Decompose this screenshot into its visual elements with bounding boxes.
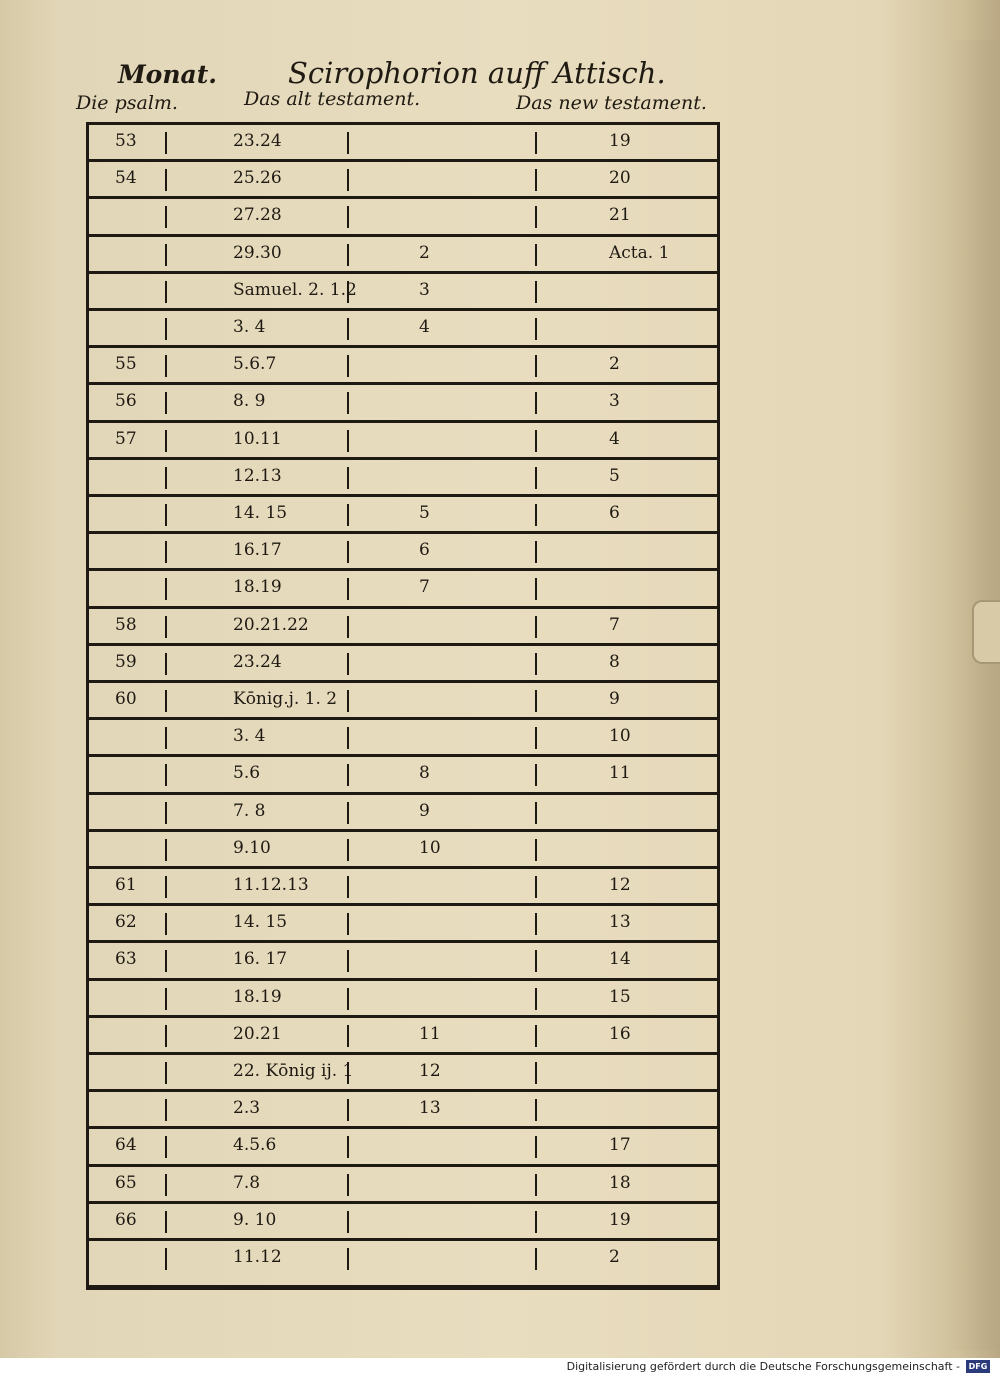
table-row: [89, 162, 717, 199]
column-separator: [347, 802, 349, 824]
old-testament-extra-cell: 8: [419, 763, 430, 784]
new-testament-cell: 21: [609, 205, 631, 226]
old-testament-cell: 14. 15: [233, 912, 288, 933]
new-testament-cell: 20: [609, 168, 631, 189]
old-testament-cell: Samuel. 2. 1.2: [233, 279, 357, 300]
table-row: [89, 906, 717, 943]
column-separator: [535, 653, 537, 675]
table-row: [89, 125, 717, 162]
new-testament-cell: 8: [609, 651, 620, 672]
column-separator: [535, 318, 537, 340]
old-testament-extra-cell: 2: [419, 242, 430, 263]
old-testament-cell: 12.13: [233, 465, 282, 486]
table-row: [89, 385, 717, 422]
table-row: [89, 237, 717, 274]
column-separator: [165, 1136, 167, 1158]
table-row: [89, 460, 717, 497]
old-testament-cell: 27.28: [233, 205, 282, 226]
old-testament-cell: 20.21.22: [233, 614, 309, 635]
old-testament-cell: 4.5.6: [233, 1135, 277, 1156]
column-separator: [165, 876, 167, 898]
new-testament-cell: 17: [609, 1135, 631, 1156]
new-testament-cell: 15: [609, 986, 631, 1007]
new-testament-cell: 14: [609, 949, 631, 970]
old-testament-extra-cell: 6: [419, 540, 430, 561]
psalm-cell: 64: [115, 1135, 137, 1156]
column-separator: [165, 1025, 167, 1047]
column-separator: [535, 578, 537, 600]
old-testament-cell: 3. 4: [233, 317, 266, 337]
column-separator: [165, 504, 167, 526]
column-separator: [535, 206, 537, 228]
column-separator: [347, 169, 349, 191]
column-separator: [535, 1062, 537, 1084]
old-testament-cell: 14. 15: [233, 503, 288, 523]
column-separator: [535, 988, 537, 1010]
old-testament-extra-cell: 9: [419, 800, 430, 821]
column-separator: [165, 913, 167, 935]
table-row: [89, 832, 717, 869]
column-separator: [347, 392, 349, 414]
old-testament-extra-cell: 3: [419, 279, 430, 300]
column-separator: [165, 169, 167, 191]
new-testament-cell: 13: [609, 912, 631, 933]
psalm-cell: 56: [115, 391, 137, 412]
column-separator: [535, 430, 537, 452]
table-row: [89, 1241, 717, 1278]
column-separator: [347, 616, 349, 638]
column-separator: [347, 839, 349, 861]
column-separator: [165, 578, 167, 600]
table-row: [89, 683, 717, 720]
footer-credit: Digitalisierung gefördert durch die Deutsche Forschungsgemeinschaft -: [566, 1360, 960, 1373]
table-row: [89, 534, 717, 571]
psalm-cell: 61: [115, 875, 137, 895]
new-testament-cell: 9: [609, 689, 620, 709]
column-separator: [165, 802, 167, 824]
table-row: [89, 497, 717, 534]
column-separator: [535, 839, 537, 861]
column-separator: [535, 1174, 537, 1196]
new-testament-cell: 3: [609, 391, 620, 412]
month-label: Monat.: [118, 60, 217, 89]
column-separator: [347, 1099, 349, 1121]
column-separator: [165, 839, 167, 861]
column-separator: [347, 244, 349, 266]
column-separator: [535, 244, 537, 266]
psalm-cell: 57: [115, 428, 137, 449]
new-testament-cell: 11: [609, 763, 631, 784]
column-separator: [535, 764, 537, 786]
table-row: [89, 1129, 717, 1166]
page-shadow: [944, 40, 1000, 1350]
old-testament-extra-cell: 10: [419, 837, 441, 858]
reading-table: [86, 122, 720, 1290]
old-testament-cell: 22. Kōnig ij. 1: [233, 1061, 354, 1081]
column-header-psalms: Die psalm.: [76, 92, 178, 114]
column-separator: [165, 653, 167, 675]
column-separator: [535, 1136, 537, 1158]
psalm-cell: 55: [115, 354, 137, 375]
table-row: [89, 274, 717, 311]
new-testament-cell: 5: [609, 465, 620, 486]
column-separator: [535, 467, 537, 489]
old-testament-cell: 7.8: [233, 1172, 261, 1193]
column-separator: [165, 1248, 167, 1270]
old-testament-cell: 29.30: [233, 242, 282, 263]
old-testament-cell: 23.24: [233, 131, 282, 151]
new-testament-cell: 6: [609, 503, 620, 523]
table-row: [89, 311, 717, 348]
table-row: [89, 646, 717, 683]
old-testament-cell: 23.24: [233, 651, 282, 672]
column-separator: [347, 727, 349, 749]
table-row: [89, 795, 717, 832]
table-row: [89, 199, 717, 236]
old-testament-extra-cell: 4: [419, 317, 430, 337]
old-testament-extra-cell: 13: [419, 1098, 441, 1119]
old-testament-cell: 11.12: [233, 1247, 282, 1267]
column-separator: [535, 1211, 537, 1233]
old-testament-cell: 5.6.7: [233, 354, 277, 375]
column-separator: [347, 430, 349, 452]
old-testament-cell: Kōnig.j. 1. 2: [233, 689, 338, 709]
column-separator: [165, 355, 167, 377]
column-separator: [535, 1025, 537, 1047]
psalm-cell: 66: [115, 1209, 137, 1230]
old-testament-extra-cell: 11: [419, 1023, 441, 1044]
column-separator: [165, 1174, 167, 1196]
column-separator: [347, 1025, 349, 1047]
table-row: [89, 1204, 717, 1241]
column-separator: [347, 876, 349, 898]
old-testament-cell: 18.19: [233, 577, 282, 598]
column-separator: [347, 950, 349, 972]
column-separator: [347, 1136, 349, 1158]
column-separator: [535, 727, 537, 749]
column-separator: [535, 132, 537, 154]
column-separator: [535, 1099, 537, 1121]
column-separator: [165, 764, 167, 786]
old-testament-cell: 10.11: [233, 428, 282, 449]
column-separator: [165, 1062, 167, 1084]
old-testament-extra-cell: 12: [419, 1061, 441, 1081]
new-testament-cell: 16: [609, 1023, 631, 1044]
page-title: Scirophorion auff Attisch.: [288, 56, 666, 90]
psalm-cell: 59: [115, 651, 137, 672]
table-row: [89, 1167, 717, 1204]
column-separator: [347, 467, 349, 489]
column-separator: [535, 355, 537, 377]
column-separator: [165, 206, 167, 228]
table-row: [89, 1092, 717, 1129]
old-testament-cell: 25.26: [233, 168, 282, 189]
column-separator: [535, 876, 537, 898]
column-header-old-testament: Das alt testament.: [244, 88, 421, 110]
table-row: [89, 423, 717, 460]
column-separator: [535, 281, 537, 303]
column-separator: [165, 244, 167, 266]
column-separator: [165, 467, 167, 489]
column-separator: [535, 392, 537, 414]
column-separator: [347, 355, 349, 377]
column-separator: [165, 616, 167, 638]
column-separator: [347, 690, 349, 712]
column-separator: [347, 1211, 349, 1233]
column-separator: [165, 988, 167, 1010]
column-separator: [165, 281, 167, 303]
old-testament-cell: 7. 8: [233, 800, 266, 821]
column-separator: [347, 504, 349, 526]
new-testament-cell: 2: [609, 1247, 620, 1267]
column-separator: [165, 541, 167, 563]
column-separator: [347, 318, 349, 340]
old-testament-extra-cell: 7: [419, 577, 430, 598]
column-separator: [535, 802, 537, 824]
old-testament-cell: 16. 17: [233, 949, 288, 970]
psalm-cell: 63: [115, 949, 137, 970]
new-testament-cell: 10: [609, 726, 631, 747]
column-separator: [347, 132, 349, 154]
old-testament-extra-cell: 5: [419, 503, 430, 523]
column-separator: [535, 504, 537, 526]
column-separator: [347, 764, 349, 786]
new-testament-cell: 4: [609, 428, 620, 449]
table-row: [89, 943, 717, 980]
new-testament-cell: Acta. 1: [609, 242, 670, 263]
table-row: [89, 869, 717, 906]
column-separator: [165, 1099, 167, 1121]
old-testament-cell: 20.21: [233, 1023, 282, 1044]
column-separator: [165, 132, 167, 154]
table-row: [89, 1018, 717, 1055]
old-testament-cell: 3. 4: [233, 726, 266, 747]
table-row: [89, 757, 717, 794]
digitization-footer: [0, 1358, 1000, 1377]
table-row: [89, 348, 717, 385]
column-separator: [535, 169, 537, 191]
column-separator: [535, 1248, 537, 1270]
psalm-cell: 58: [115, 614, 137, 635]
column-separator: [165, 950, 167, 972]
old-testament-cell: 5.6: [233, 763, 261, 784]
psalm-cell: 53: [115, 131, 137, 151]
new-testament-cell: 2: [609, 354, 620, 375]
column-separator: [535, 541, 537, 563]
column-separator: [535, 913, 537, 935]
column-separator: [347, 653, 349, 675]
old-testament-cell: 11.12.13: [233, 875, 309, 895]
column-separator: [165, 1211, 167, 1233]
old-testament-cell: 2.3: [233, 1098, 261, 1119]
column-separator: [347, 206, 349, 228]
old-testament-cell: 18.19: [233, 986, 282, 1007]
table-row: [89, 1055, 717, 1092]
column-separator: [535, 690, 537, 712]
page-edge-tab: [972, 600, 1000, 664]
table-row: [89, 720, 717, 757]
table-row: [89, 609, 717, 646]
column-separator: [165, 430, 167, 452]
new-testament-cell: 19: [609, 131, 631, 151]
column-separator: [347, 1248, 349, 1270]
psalm-cell: 65: [115, 1172, 137, 1193]
new-testament-cell: 7: [609, 614, 620, 635]
old-testament-cell: 9. 10: [233, 1209, 277, 1230]
psalm-cell: 54: [115, 168, 137, 189]
new-testament-cell: 18: [609, 1172, 631, 1193]
column-separator: [347, 988, 349, 1010]
column-separator: [165, 392, 167, 414]
dfg-logo: DFG: [966, 1360, 990, 1373]
table-row: [89, 571, 717, 608]
psalm-cell: 60: [115, 689, 137, 709]
column-separator: [347, 1174, 349, 1196]
psalm-cell: 62: [115, 912, 137, 933]
column-separator: [347, 578, 349, 600]
column-separator: [347, 913, 349, 935]
column-header-new-testament: Das new testament.: [516, 92, 707, 114]
column-separator: [535, 616, 537, 638]
new-testament-cell: 19: [609, 1209, 631, 1230]
column-separator: [347, 541, 349, 563]
old-testament-cell: 8. 9: [233, 391, 266, 412]
column-separator: [165, 727, 167, 749]
new-testament-cell: 12: [609, 875, 631, 895]
old-testament-cell: 16.17: [233, 540, 282, 561]
column-separator: [535, 950, 537, 972]
old-testament-cell: 9.10: [233, 837, 271, 858]
column-separator: [165, 690, 167, 712]
table-row: [89, 981, 717, 1018]
column-separator: [165, 318, 167, 340]
